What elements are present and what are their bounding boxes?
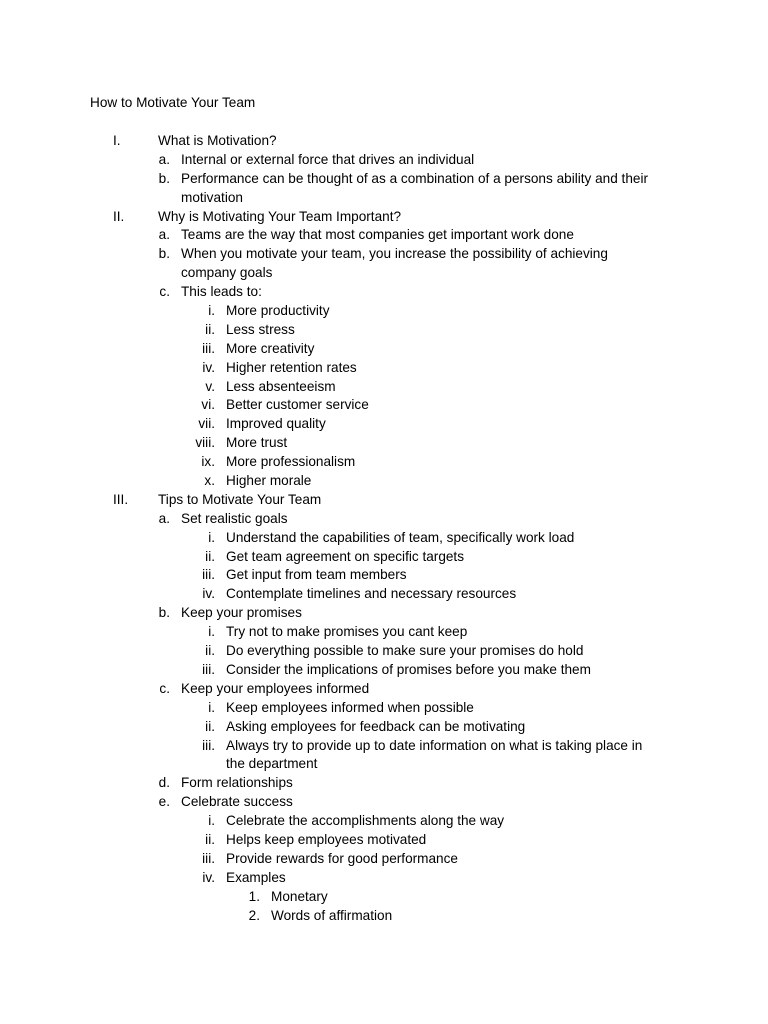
outline-marker: ii. bbox=[205, 831, 215, 847]
outline-marker: a. bbox=[158, 510, 170, 526]
outline-marker: iii. bbox=[202, 567, 215, 583]
outline-item-level-3 bbox=[0, 623, 768, 642]
outline-text: Consider the implications of promises before you make them bbox=[226, 661, 591, 677]
outline-continuation-line bbox=[0, 189, 768, 208]
outline-item-level-2 bbox=[0, 226, 768, 245]
outline-item-level-2 bbox=[0, 245, 768, 264]
outline-text: the department bbox=[226, 756, 318, 772]
outline-item-level-3 bbox=[0, 340, 768, 359]
outline-item-level-3 bbox=[0, 661, 768, 680]
outline-marker: I. bbox=[113, 133, 121, 148]
outline-marker: a. bbox=[158, 151, 170, 167]
outline-text: Celebrate success bbox=[181, 794, 293, 810]
outline-marker: b. bbox=[158, 605, 170, 621]
outline-text: Asking employees for feedback can be motivating bbox=[226, 718, 526, 734]
outline-text: Helps keep employees motivated bbox=[226, 831, 427, 847]
outline-item-level-4 bbox=[0, 907, 768, 926]
outline-text: More trust bbox=[226, 435, 288, 451]
outline-marker: i. bbox=[208, 303, 215, 319]
outline-item-level-3 bbox=[0, 718, 768, 737]
outline-marker: iii. bbox=[202, 340, 215, 356]
outline-text: Form relationships bbox=[181, 775, 293, 791]
outline-marker: ii. bbox=[205, 643, 215, 659]
outline-marker: b. bbox=[158, 246, 170, 262]
outline-marker: viii. bbox=[195, 435, 215, 451]
outline-text: Keep your promises bbox=[181, 605, 302, 621]
outline-item-level-3 bbox=[0, 434, 768, 453]
outline-item-level-2 bbox=[0, 170, 768, 189]
outline-item-level-3 bbox=[0, 699, 768, 718]
outline-marker: c. bbox=[159, 680, 170, 696]
outline-marker: iii. bbox=[202, 850, 215, 866]
outline-text: Improved quality bbox=[226, 416, 326, 432]
outline-item-level-3 bbox=[0, 642, 768, 661]
outline-marker: i. bbox=[208, 813, 215, 829]
outline-text: Examples bbox=[226, 869, 286, 885]
outline-text: Contemplate timelines and necessary resources bbox=[226, 586, 517, 602]
outline-marker: i. bbox=[208, 529, 215, 545]
outline-text: Internal or external force that drives an individual bbox=[181, 151, 475, 167]
outline-item-level-3 bbox=[0, 396, 768, 415]
outline-marker: vi. bbox=[201, 397, 215, 413]
outline-item-level-2 bbox=[0, 793, 768, 812]
outline-text: Performance can be thought of as a combination of a persons ability and their bbox=[181, 170, 648, 186]
outline-text: Do everything possible to make sure your promises do hold bbox=[226, 643, 584, 659]
outline-marker: e. bbox=[158, 794, 170, 810]
outline-marker: iv. bbox=[202, 869, 215, 885]
outline-item-level-3 bbox=[0, 566, 768, 585]
outline-marker: c. bbox=[159, 284, 170, 300]
outline-text: Monetary bbox=[271, 888, 328, 904]
outline-item-level-3 bbox=[0, 869, 768, 888]
outline-item-level-1 bbox=[0, 208, 768, 227]
outline-item-level-3 bbox=[0, 415, 768, 434]
outline-text: Try not to make promises you cant keep bbox=[226, 624, 468, 640]
outline-text: Understand the capabilities of team, specifically work load bbox=[226, 529, 575, 545]
outline-marker: i. bbox=[208, 624, 215, 640]
outline-item-level-2 bbox=[0, 151, 768, 170]
outline-item-level-3 bbox=[0, 812, 768, 831]
outline-item-level-3 bbox=[0, 831, 768, 850]
outline-text: This leads to: bbox=[181, 284, 262, 300]
outline-item-level-2 bbox=[0, 680, 768, 699]
outline-item-level-1 bbox=[0, 132, 768, 151]
outline-text: Tips to Motivate Your Team bbox=[158, 491, 322, 507]
outline-text: More productivity bbox=[226, 303, 330, 319]
outline-text: Less stress bbox=[226, 321, 295, 337]
outline-item-level-3 bbox=[0, 302, 768, 321]
outline-text: Better customer service bbox=[226, 397, 369, 413]
outline-item-level-2 bbox=[0, 510, 768, 529]
outline-marker: ii. bbox=[205, 548, 215, 564]
outline-text: Higher retention rates bbox=[226, 359, 357, 375]
document-title: How to Motivate Your Team bbox=[90, 95, 256, 110]
outline-marker: iv. bbox=[202, 586, 215, 602]
outline-marker: iii. bbox=[202, 737, 215, 753]
outline-marker: a. bbox=[158, 227, 170, 243]
outline-text: More creativity bbox=[226, 340, 315, 356]
outline-text: Get input from team members bbox=[226, 567, 407, 583]
outline-marker: iii. bbox=[202, 661, 215, 677]
outline-continuation-line bbox=[0, 264, 768, 283]
outline-item-level-3 bbox=[0, 850, 768, 869]
outline-item-level-3 bbox=[0, 378, 768, 397]
outline-item-level-2 bbox=[0, 604, 768, 623]
outline-text: More professionalism bbox=[226, 454, 356, 470]
outline-item-level-3 bbox=[0, 737, 768, 756]
outline-text: Words of affirmation bbox=[271, 907, 393, 923]
outline-item-level-3 bbox=[0, 453, 768, 472]
outline-item-level-4 bbox=[0, 888, 768, 907]
outline-item-level-3 bbox=[0, 472, 768, 491]
outline-text: motivation bbox=[181, 189, 243, 205]
outline-text: Teams are the way that most companies get important work done bbox=[181, 227, 574, 243]
outline-text: Provide rewards for good performance bbox=[226, 850, 458, 866]
outline-text: Always try to provide up to date information on what is taking place in bbox=[226, 737, 643, 753]
outline-item-level-2 bbox=[0, 774, 768, 793]
outline-text: Less absenteeism bbox=[226, 378, 336, 394]
outline-text: Celebrate the accomplishments along the way bbox=[226, 813, 505, 829]
outline-marker: ii. bbox=[205, 321, 215, 337]
outline-marker: d. bbox=[158, 775, 170, 791]
outline-marker: II. bbox=[113, 208, 125, 224]
outline-text: When you motivate your team, you increase the possibility of achieving bbox=[181, 246, 608, 262]
outline-marker: x. bbox=[204, 473, 215, 489]
outline-text: company goals bbox=[181, 265, 273, 281]
outline-marker: 1. bbox=[248, 888, 260, 904]
outline-item-level-3 bbox=[0, 321, 768, 340]
outline-item-level-3 bbox=[0, 359, 768, 378]
outline-text: Set realistic goals bbox=[181, 510, 288, 526]
outline-text: Get team agreement on specific targets bbox=[226, 548, 465, 564]
outline-text: Keep your employees informed bbox=[181, 680, 370, 696]
outline-continuation-line bbox=[0, 755, 768, 774]
outline-list bbox=[0, 132, 768, 925]
outline-text: Keep employees informed when possible bbox=[226, 699, 474, 715]
outline-text: Higher morale bbox=[226, 473, 312, 489]
outline-item-level-2 bbox=[0, 283, 768, 302]
outline-text: What is Motivation? bbox=[158, 133, 277, 148]
outline-item-level-3 bbox=[0, 548, 768, 567]
outline-marker: ix. bbox=[201, 454, 215, 470]
outline-item-level-3 bbox=[0, 585, 768, 604]
outline-text: Why is Motivating Your Team Important? bbox=[158, 208, 402, 224]
outline-item-level-1 bbox=[0, 491, 768, 510]
outline-item-level-3 bbox=[0, 529, 768, 548]
outline-marker: v. bbox=[205, 378, 215, 394]
outline-marker: vii. bbox=[198, 416, 215, 432]
outline-marker: 2. bbox=[248, 907, 260, 923]
outline-marker: ii. bbox=[205, 718, 215, 734]
outline-marker: iv. bbox=[202, 359, 215, 375]
outline-marker: III. bbox=[113, 491, 129, 507]
outline-marker: i. bbox=[208, 699, 215, 715]
outline-marker: b. bbox=[158, 170, 170, 186]
